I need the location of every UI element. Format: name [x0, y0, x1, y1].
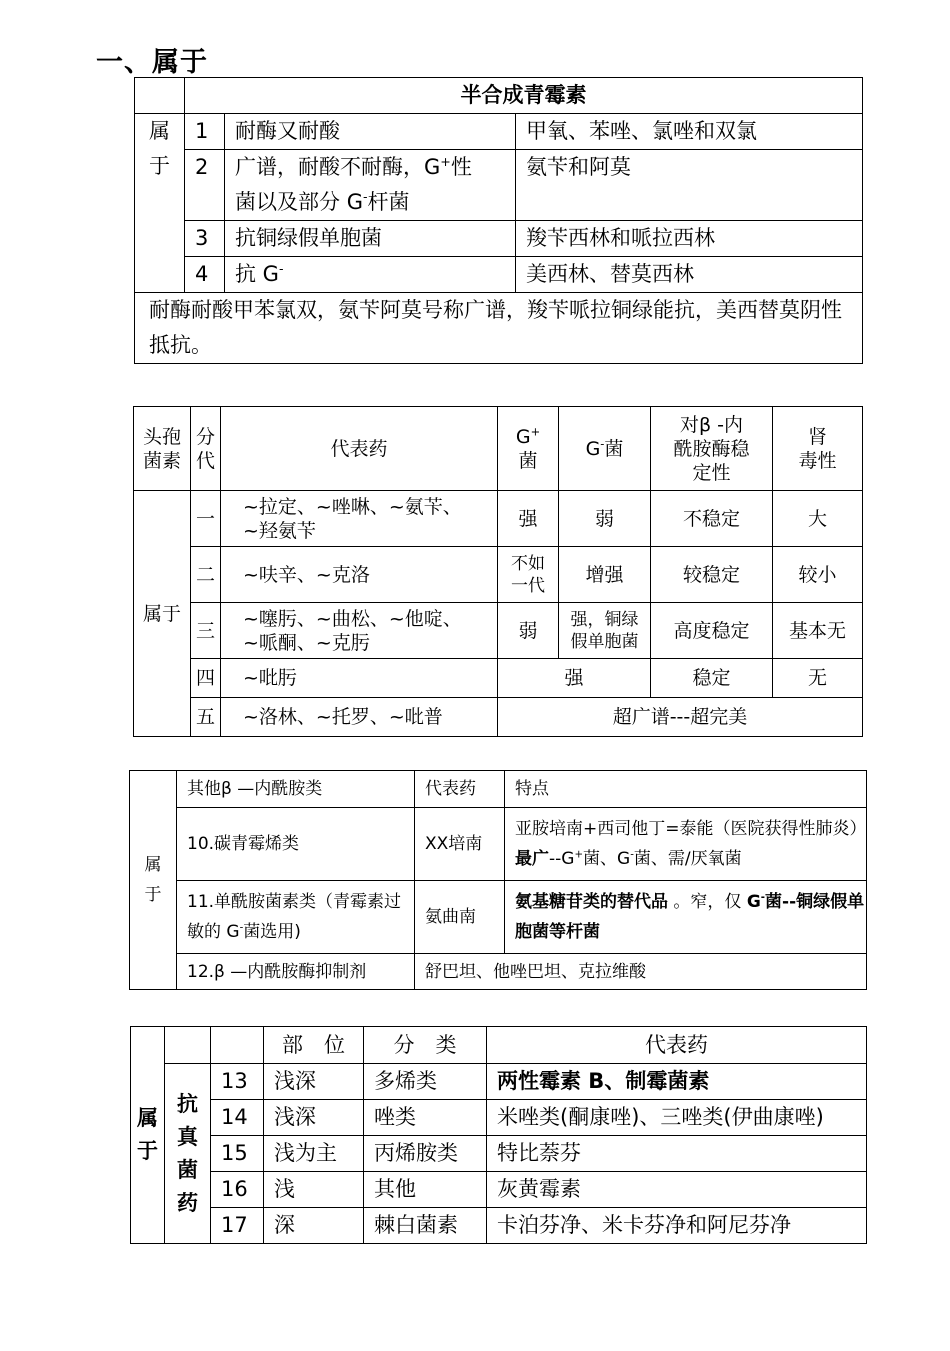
class-cell: 丙烯胺类: [364, 1136, 487, 1172]
drug-cell: 氨曲南: [415, 881, 505, 954]
header-cell: 头孢 菌素: [134, 407, 191, 491]
header-cell: 其他β —内酰胺类: [177, 771, 415, 808]
row-number: 4: [185, 257, 225, 293]
section-heading: 一、属于: [96, 47, 208, 78]
stability-cell: 不稳定: [651, 491, 773, 547]
side-label: 属 于: [131, 1027, 165, 1244]
header-cell: 代表药: [415, 771, 505, 808]
generation-cell: 二: [191, 547, 221, 603]
header-cell: 部 位: [264, 1027, 364, 1064]
table-row: [135, 257, 863, 293]
table-row: [134, 603, 863, 659]
gpos-cell: 不如 一代: [498, 547, 559, 603]
summary-cell: 超广谱---超完美: [498, 698, 863, 737]
header-cell: 肾 毒性: [773, 407, 863, 491]
side-label: 属 于: [135, 114, 185, 293]
header-cell: G+ 菌: [498, 407, 559, 491]
table-header-row: [135, 78, 863, 114]
renal-cell: 基本无: [773, 603, 863, 659]
antifungal-table: [130, 1026, 867, 1244]
renal-cell: 较小: [773, 547, 863, 603]
header-cell: 代表药: [487, 1027, 867, 1064]
table-row: [130, 881, 867, 954]
row-number: 17: [211, 1208, 264, 1244]
generation-cell: 一: [191, 491, 221, 547]
row-number: 1: [185, 114, 225, 150]
drug-cell: 特比萘芬: [487, 1136, 867, 1172]
header-cell: 分 代: [191, 407, 221, 491]
table-row: [134, 491, 863, 547]
drug-cell: 甲氧、苯唑、氯唑和双氯: [516, 114, 863, 150]
stability-cell: 高度稳定: [651, 603, 773, 659]
drug-cell: 美西林、替莫西林: [516, 257, 863, 293]
table-row: [134, 698, 863, 737]
site-cell: 浅深: [264, 1100, 364, 1136]
table-row: [135, 221, 863, 257]
class-cell: 其他: [364, 1172, 487, 1208]
gneg-cell: 增强: [559, 547, 651, 603]
class-cell: 10.碳青霉烯类: [177, 808, 415, 881]
generation-cell: 五: [191, 698, 221, 737]
drug-cell: 两性霉素 B、制霉菌素: [487, 1064, 867, 1100]
table-header-row: [131, 1027, 867, 1064]
drug-cell: ~噻肟、~曲松、~他啶、 ~哌酮、~克肟: [221, 603, 498, 659]
group-label: 抗 真 菌 药: [165, 1064, 211, 1244]
table-row: [134, 547, 863, 603]
gpos-cell: 弱: [498, 603, 559, 659]
table-row: [131, 1136, 867, 1172]
table-row: [130, 954, 867, 990]
class-cell: 11.单酰胺菌素类（青霉素过敏的 G-菌选用): [177, 881, 415, 954]
drug-cell: 舒巴坦、他唑巴坦、克拉维酸: [415, 954, 867, 990]
row-number: 3: [185, 221, 225, 257]
feature-cell: 亚胺培南+西司他丁=泰能（医院获得性肺炎）最广--G+菌、G-菌、需/厌氧菌: [505, 808, 867, 881]
drug-cell: ~呋辛、~克洛: [221, 547, 498, 603]
row-number: 2: [185, 150, 225, 221]
drug-cell: ~拉定、~唑啉、~氨苄、 ~羟氨苄: [221, 491, 498, 547]
cephalosporin-table: [133, 406, 863, 737]
side-label: 属于: [134, 491, 191, 737]
table-row: [135, 114, 863, 150]
feature-cell: 耐酶又耐酸: [225, 114, 516, 150]
feature-cell: 抗铜绿假单胞菌: [225, 221, 516, 257]
header-cell: 特点: [505, 771, 867, 808]
site-cell: 浅: [264, 1172, 364, 1208]
spectrum-cell: 强: [498, 659, 651, 698]
generation-cell: 三: [191, 603, 221, 659]
mnemonic-row: [135, 293, 863, 364]
feature-cell: 抗 G-: [225, 257, 516, 293]
table-row: [131, 1100, 867, 1136]
table-row: [131, 1172, 867, 1208]
renal-cell: 大: [773, 491, 863, 547]
class-cell: 唑类: [364, 1100, 487, 1136]
header-cell: 代表药: [221, 407, 498, 491]
feature-cell: 氨基糖苷类的替代品 。窄，仅 G-菌--铜绿假单胞菌等杆菌: [505, 881, 867, 954]
generation-cell: 四: [191, 659, 221, 698]
row-number: 16: [211, 1172, 264, 1208]
gpos-cell: 强: [498, 491, 559, 547]
header-cell: 分 类: [364, 1027, 487, 1064]
site-cell: 深: [264, 1208, 364, 1244]
row-number: 15: [211, 1136, 264, 1172]
drug-cell: ~洛林、~托罗、~吡普: [221, 698, 498, 737]
class-cell: 多烯类: [364, 1064, 487, 1100]
table-header-row: [134, 407, 863, 491]
drug-cell: XX培南: [415, 808, 505, 881]
table-row: [135, 150, 863, 221]
site-cell: 浅为主: [264, 1136, 364, 1172]
header-cell: 对β -内 酰胺酶稳 定性: [651, 407, 773, 491]
gneg-cell: 强，铜绿 假单胞菌: [559, 603, 651, 659]
drug-cell: 氨苄和阿莫: [516, 150, 863, 221]
drug-cell: ~吡肟: [221, 659, 498, 698]
table-row: [134, 659, 863, 698]
drug-cell: 灰黄霉素: [487, 1172, 867, 1208]
table-title: 半合成青霉素: [185, 78, 863, 114]
table-row: [131, 1064, 867, 1100]
drug-cell: 卡泊芬净、米卡芬净和阿尼芬净: [487, 1208, 867, 1244]
row-number: 13: [211, 1064, 264, 1100]
header-cell: G-菌: [559, 407, 651, 491]
drug-cell: 米唑类(酮康唑)、三唑类(伊曲康唑): [487, 1100, 867, 1136]
row-number: 14: [211, 1100, 264, 1136]
penicillin-table: [134, 77, 863, 364]
drug-cell: 羧苄西林和哌拉西林: [516, 221, 863, 257]
side-label: 属 于: [130, 771, 177, 990]
table-row: [131, 1208, 867, 1244]
mnemonic-text: 耐酶耐酸甲苯氯双，氨苄阿莫号称广谱，羧苄哌拉铜绿能抗，美西替莫阴性抵抗。: [135, 293, 863, 364]
site-cell: 浅深: [264, 1064, 364, 1100]
other-beta-lactam-table: [129, 770, 867, 990]
table-header-row: [130, 771, 867, 808]
gneg-cell: 弱: [559, 491, 651, 547]
stability-cell: 较稳定: [651, 547, 773, 603]
stability-cell: 稳定: [651, 659, 773, 698]
class-cell: 棘白菌素: [364, 1208, 487, 1244]
table-row: [130, 808, 867, 881]
class-cell: 12.β —内酰胺酶抑制剂: [177, 954, 415, 990]
feature-cell: 广谱，耐酸不耐酶，G+性 菌以及部分 G-杆菌: [225, 150, 516, 221]
renal-cell: 无: [773, 659, 863, 698]
